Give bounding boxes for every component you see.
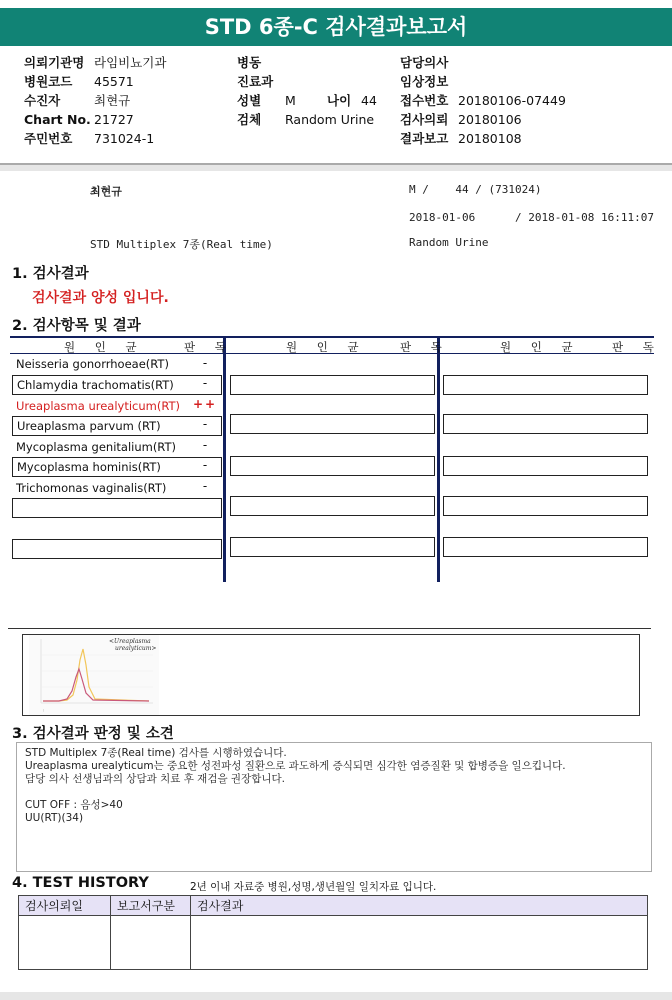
patient-sex-age: M / 44 / (731024) xyxy=(409,183,542,196)
header-value: 20180106 xyxy=(458,112,522,127)
header-value: 20180106-07449 xyxy=(458,93,566,108)
pathogen-name: Mycoplasma hominis(RT) xyxy=(12,457,222,477)
finding-line: CUT OFF : 음성>40 xyxy=(25,799,123,811)
header-label: 임상정보 xyxy=(400,74,449,89)
table-top-line xyxy=(10,336,654,338)
empty-row xyxy=(230,456,435,476)
graph-label-line-1: <Ureaplasma xyxy=(109,638,151,645)
graph-box xyxy=(22,634,640,716)
header-label: 검사의뢰 xyxy=(400,112,449,127)
empty-row xyxy=(443,496,648,516)
finding-line: Ureaplasma urealyticum는 중요한 성전파성 질환으로 과도하게 증식되면 심각한 염증질환 및 합병증을 일으킵니다. xyxy=(25,760,566,772)
patient-dates: 2018-01-06 / 2018-01-08 16:11:07 xyxy=(409,211,655,224)
pathogen-result: - xyxy=(202,417,208,431)
header-label: 수진자 xyxy=(24,93,61,108)
pathogen-name-positive: Ureaplasma urealyticum(RT) xyxy=(16,399,181,413)
header-shadow xyxy=(0,165,672,171)
table-divider-1 xyxy=(223,336,226,582)
pathogen-result: - xyxy=(202,458,208,472)
col-header-judge: 판 독 xyxy=(400,340,450,354)
history-note: 2년 이내 자료중 병원,성명,생년월일 일치자료 입니다. xyxy=(190,881,437,893)
header-label: 담당의사 xyxy=(400,55,449,70)
findings-box xyxy=(16,742,652,872)
history-empty-row xyxy=(19,916,648,970)
header-value: 20180108 xyxy=(458,131,522,146)
pathogen-name: Ureaplasma parvum (RT) xyxy=(12,416,222,436)
report-title: STD 6종-C 검사결과보고서 xyxy=(0,8,672,46)
header-label: 접수번호 xyxy=(400,93,449,108)
section1-title: 1. 검사결과 xyxy=(12,266,89,282)
age-label: 나이 xyxy=(327,93,352,108)
header-value: 라임비뇨기과 xyxy=(94,55,167,70)
header-label: 성별 xyxy=(237,93,262,108)
header-label: 진료과 xyxy=(237,74,274,89)
page-bottom-strip xyxy=(0,992,672,1000)
finding-line: STD Multiplex 7종(Real time) 검사를 시행하였습니다. xyxy=(25,747,287,759)
header-value: 45571 xyxy=(94,74,134,89)
empty-row xyxy=(230,375,435,395)
pathogen-name: Neisseria gonorrhoeae(RT) xyxy=(16,357,169,371)
header-label: Chart No. xyxy=(24,112,91,127)
graph-label xyxy=(109,638,156,652)
col-header-pathogen: 원 인 균 xyxy=(286,340,367,354)
svg-text:|: | xyxy=(43,708,45,712)
pathogen-result: - xyxy=(202,356,208,370)
section2-title: 2. 검사항목 및 결과 xyxy=(12,318,141,334)
empty-row xyxy=(230,414,435,434)
history-cell xyxy=(111,916,191,970)
header-value: 21727 xyxy=(94,112,134,127)
empty-row xyxy=(230,496,435,516)
header-label: 검체 xyxy=(237,112,262,127)
pathogen-result-positive: ++ xyxy=(192,397,218,411)
empty-row xyxy=(230,537,435,557)
finding-line: 담당 의사 선생님과의 상담과 치료 후 재검을 권장합니다. xyxy=(25,773,285,785)
finding-blank-line xyxy=(25,786,643,799)
patient-specimen: Random Urine xyxy=(409,236,489,249)
section3-title: 3. 검사결과 판정 및 소견 xyxy=(12,726,174,742)
table-divider-2 xyxy=(437,336,440,582)
col-header-pathogen: 원 인 균 xyxy=(64,340,145,354)
empty-row xyxy=(443,456,648,476)
col-header-judge: 판 독 xyxy=(184,340,234,354)
header-col-2 xyxy=(237,53,377,129)
test-history-table xyxy=(18,895,648,970)
pathogen-result: - xyxy=(202,438,208,452)
history-col-header: 보고서구분 xyxy=(111,896,191,916)
header-label: 의뢰기관명 xyxy=(24,55,85,70)
pathogen-name: Mycoplasma genitalium(RT) xyxy=(16,440,176,454)
history-cell xyxy=(19,916,111,970)
pathogen-name: Chlamydia trachomatis(RT) xyxy=(12,375,222,395)
result-summary: 검사결과 양성 입니다. xyxy=(32,290,169,306)
empty-row xyxy=(443,414,648,434)
header-label: 결과보고 xyxy=(400,131,449,146)
history-col-header: 검사결과 xyxy=(191,896,648,916)
section4-title: 4. TEST HISTORY xyxy=(12,875,149,891)
header-col-3 xyxy=(400,53,566,148)
patient-name: 최현규 xyxy=(90,185,122,198)
pathogen-result: - xyxy=(202,479,208,493)
header-label: 병원코드 xyxy=(24,74,73,89)
pathogen-result: - xyxy=(202,376,208,390)
header-label: 주민번호 xyxy=(24,131,73,146)
history-col-header: 검사의뢰일 xyxy=(19,896,111,916)
finding-line: UU(RT)(34) xyxy=(25,812,84,824)
patient-test-name: STD Multiplex 7종(Real time) xyxy=(90,238,273,251)
header-value: 최현규 xyxy=(94,93,131,108)
empty-row xyxy=(443,537,648,557)
age-value: 44 xyxy=(361,93,377,108)
empty-row xyxy=(12,498,222,518)
header-value: 731024-1 xyxy=(94,131,155,146)
empty-row xyxy=(443,375,648,395)
header-label: 병동 xyxy=(237,55,262,70)
col-header-pathogen: 원 인 균 xyxy=(500,340,581,354)
history-cell xyxy=(191,916,648,970)
empty-row xyxy=(12,539,222,559)
graph-top-line xyxy=(8,628,651,629)
header-col-1 xyxy=(24,53,166,148)
graph-label-line-2: urealyticum> xyxy=(115,645,157,652)
header-value: M xyxy=(285,93,296,108)
pathogen-name: Trichomonas vaginalis(RT) xyxy=(16,481,167,495)
col-header-judge: 판 독 xyxy=(612,340,662,354)
header-value: Random Urine xyxy=(285,112,375,127)
